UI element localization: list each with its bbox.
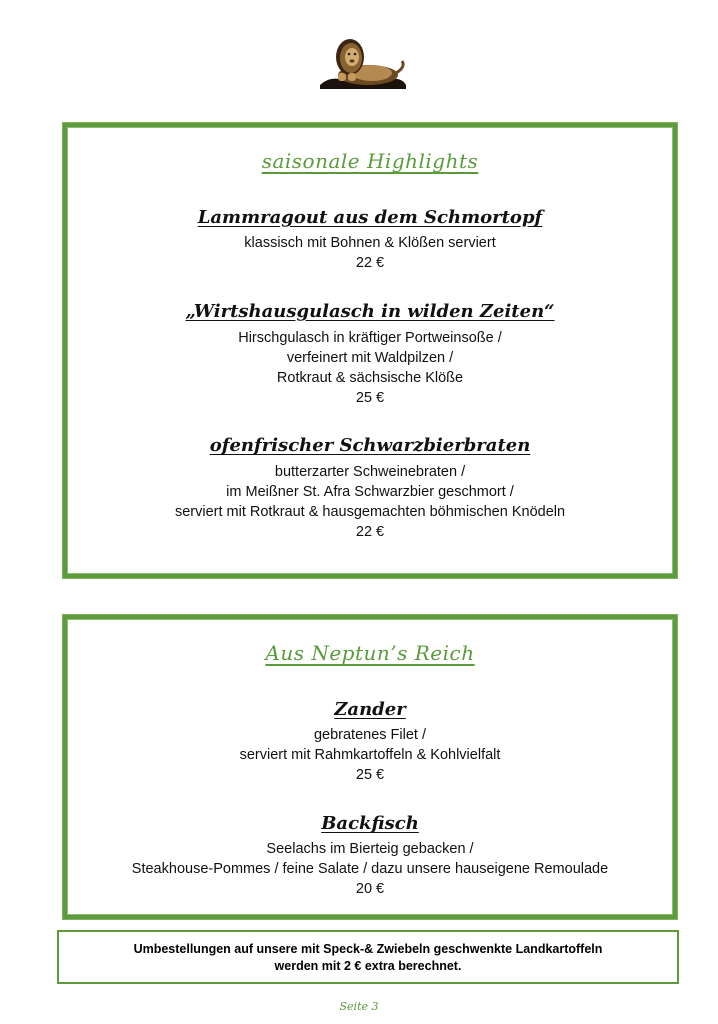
dish-title: Zander bbox=[334, 699, 406, 720]
dish-description: verfeinert mit Waldpilzen / bbox=[286, 350, 454, 366]
dish-description: Steakhouse-Pommes / feine Salate / dazu unsere hauseigene Remoulade bbox=[131, 861, 609, 877]
dish-title: ofenfrischer Schwarzbierbraten bbox=[209, 435, 531, 456]
surcharge-note bbox=[57, 930, 679, 984]
lion-figurine-icon bbox=[318, 33, 408, 91]
page-number: Seite 3 bbox=[339, 1000, 379, 1013]
dish-description: gebratenes Filet / bbox=[313, 727, 427, 743]
dish-price: 20 € bbox=[355, 881, 385, 897]
note-line: Umbestellungen auf unsere mit Speck-& Zwiebeln geschwenkte Landkartoffeln bbox=[133, 942, 603, 956]
note-line: werden mit 2 € extra berechnet. bbox=[274, 959, 462, 973]
section-title: saisonale Highlights bbox=[261, 149, 479, 173]
dish-price: 25 € bbox=[355, 390, 385, 406]
dish-description: serviert mit Rotkraut & hausgemachten böhmischen Knödeln bbox=[174, 504, 566, 520]
neptune-section bbox=[63, 615, 677, 919]
dish-description: Hirschgulasch in kräftiger Portweinsoße / bbox=[238, 330, 502, 346]
dish-description: serviert mit Rahmkartoffeln & Kohlvielfalt bbox=[239, 747, 501, 763]
dish-price: 22 € bbox=[355, 255, 385, 271]
dish-description: klassisch mit Bohnen & Klößen serviert bbox=[244, 235, 496, 251]
seasonal-highlights-section bbox=[63, 123, 677, 578]
dish-title: Backfisch bbox=[321, 813, 419, 834]
dish-title: „Wirtshausgulasch in wilden Zeiten“ bbox=[185, 301, 555, 322]
dish-price: 22 € bbox=[355, 524, 385, 540]
dish-description: butterzarter Schweinebraten / bbox=[274, 464, 466, 480]
dish-title: Lammragout aus dem Schmortopf bbox=[197, 207, 543, 228]
dish-price: 25 € bbox=[355, 767, 385, 783]
section-title: Aus Neptun’s Reich bbox=[265, 641, 475, 665]
dish-description: Seelachs im Bierteig gebacken / bbox=[266, 841, 474, 857]
dish-description: Rotkraut & sächsische Klöße bbox=[276, 370, 464, 386]
dish-description: im Meißner St. Afra Schwarzbier geschmort / bbox=[226, 484, 514, 500]
